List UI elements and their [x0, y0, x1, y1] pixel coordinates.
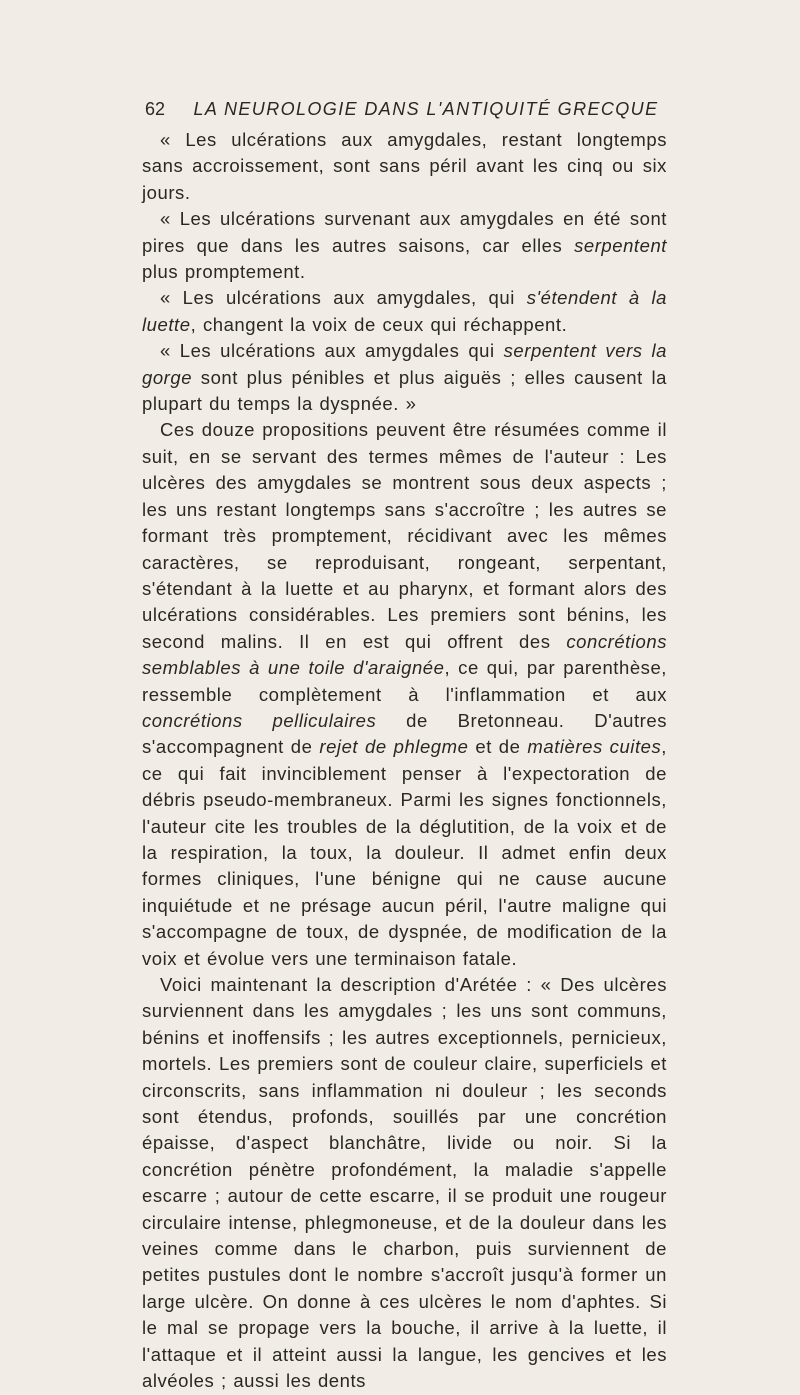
text-run: , ce qui, par parenthèse, ressemble complètement à l'inflammation et aux — [142, 657, 667, 705]
paragraph — [142, 972, 667, 1395]
text-run: « Les ulcérations aux amygdales, qui — [160, 287, 527, 309]
text-run: plus promptement. — [142, 261, 306, 283]
paragraph — [142, 127, 667, 206]
running-title: LA NEUROLOGIE DANS L'ANTIQUITÉ GRECQUE — [193, 99, 659, 119]
italic-phrase: serpentent — [574, 234, 667, 256]
text-run: de Bretonneau. D'autres s'accompagnent de — [142, 709, 668, 758]
text-run: « Les ulcérations survenant aux amygdales en été sont pires que dans les autres saisons, car elles — [142, 208, 667, 256]
text-run: sont plus pénibles et plus aiguës ; elles causent la plupart du temps la dyspnée. » — [142, 366, 667, 415]
page-number: 62 — [145, 99, 166, 119]
paragraph — [142, 417, 667, 972]
italic-phrase: concrétions semblables à une toile d'araignée — [142, 630, 667, 679]
italic-phrase: concrétions pelliculaires — [142, 709, 377, 731]
text-run: Voici maintenant la description d'Arétée : « Des ulcères surviennent dans les amygdales ; les uns sont communs, bénins et inoffensifs ; les autres exceptionnels, pernicieux, mortels. Les premiers sont de couleur claire, superficiels et circonscrits, sans inflammation ni douleur ; les seconds sont étendus, profonds, souillés par une concrétion épaisse, d'aspect blanchâtre, livide ou noir. Si la concrétion pénètre profondément, la maladie s'appelle escarre ; autour de cette escarre, il se produit une rougeur circulaire intense, phlegmoneuse, et de la douleur dans les veines comme dans le charbon, puis surviennent de petites pustules dont le nombre s'accroît jusqu'à former un large ulcère. On donne à ces ulcères le nom d'aphtes. Si le mal se propage vers la bouche, il arrive à la luette, il l'attaque et il atteint aussi la langue, les gencives et les alvéoles ; aussi les dents — [142, 974, 667, 1392]
text-run: Ces douze propositions peuvent être résumées comme il suit, en se servant des termes mêmes de l'auteur : Les ulcères des amygdales se montrent sous deux aspects ; les uns restant longtemps sans s'accroître ; les autres se formant très promptement, récidivant avec les mêmes caractères, se reproduisant, rongeant, serpentant, s'étendant à la luette et au pharynx, et formant alors des ulcérations considérables. Les premiers sont bénins, les second malins. Il en est qui offrent des — [142, 419, 667, 652]
italic-phrase: s'étendent à la luette — [142, 287, 668, 335]
text-run: , changent la voix de ceux qui réchappent. — [190, 313, 568, 335]
italic-phrase: serpentent vers la gorge — [142, 340, 668, 388]
paragraph — [142, 338, 667, 417]
paragraph — [142, 206, 667, 285]
text-run: « Les ulcérations aux amygdales qui — [160, 340, 504, 362]
running-header — [145, 99, 665, 120]
text-run: « Les ulcérations aux amygdales, restant longtemps sans accroissement, sont sans péril avant les cinq ou six jours. — [142, 129, 667, 203]
italic-phrase: matières cuites — [527, 736, 662, 758]
paragraph — [142, 285, 667, 338]
italic-phrase: rejet de phlegme — [319, 736, 469, 758]
text-run: et de — [468, 736, 528, 758]
text-run: , ce qui fait invinciblement penser à l'expectoration de débris pseudo-membraneux. Parmi les signes fonctionnels, l'auteur cite les troubles de la déglutition, de la voix et de la respiration, la toux, la douleur. Il admet enfin deux formes cliniques, l'une bénigne qui ne cause aucune inquiétude et ne présage aucun péril, l'autre maligne qui s'accompagne de toux, de dyspnée, de modification de la voix et évolue vers une terminaison fatale. — [142, 736, 667, 969]
body-text — [142, 127, 667, 1395]
